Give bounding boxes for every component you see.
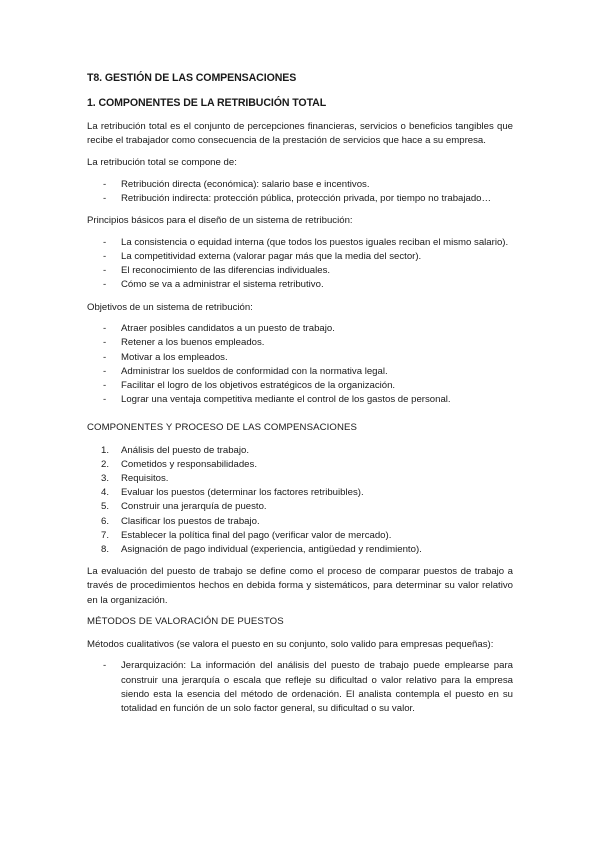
list-item [87, 444, 513, 458]
list-item: - Jerarquización: La información del análisis del puesto de trabajo puede emplearse para construir una jerarquía o escala que refleje su dificultad o valor relativo para la empresa siendo esta la esencia del método de ordenación. El analista contempla el puesto en su totalidad en función de un solo factor general, su dificultad o su valor. [87, 659, 513, 716]
list-principios [87, 236, 513, 293]
list-number: 4. [101, 487, 110, 499]
list-number: 5. [101, 501, 110, 513]
list-item [87, 472, 513, 486]
paragraph-metodos-cualitativos: Métodos cualitativos (se valora el puesto en su conjunto, solo valido para empresas pequeñas): [87, 638, 494, 650]
list-item-text: Clasificar los puestos de trabajo. [121, 515, 260, 527]
list-item-text: Análisis del puesto de trabajo. [121, 444, 249, 456]
paragraph-evaluacion: La evaluación del puesto de trabajo se define como el proceso de comparar puestos de trabajo a través de procedimientos hechos en debida forma y sistemáticos, para determinar su valor relativo en la organización. [87, 566, 513, 606]
list-componentes [87, 178, 513, 206]
list-proceso [87, 444, 513, 558]
list-item-text: Establecer la política final del pago (verificar valor de mercado). [121, 529, 392, 541]
list-item [87, 486, 513, 500]
list-item [87, 543, 513, 557]
list-objetivos [87, 322, 513, 407]
list-item-text: Requisitos. [121, 473, 169, 485]
list-item: - La competitividad externa (valorar pagar más que la media del sector). [87, 250, 513, 264]
list-metodos [87, 659, 513, 716]
list-item: - El reconocimiento de las diferencias individuales. [87, 264, 513, 278]
list-number: 2. [101, 458, 110, 470]
list-number: 3. [101, 473, 110, 485]
list-number: 6. [101, 515, 110, 527]
list-item: - Facilitar el logro de los objetivos estratégicos de la organización. [87, 379, 513, 393]
list-item-text: Asignación de pago individual (experiencia, antigüedad y rendimiento). [121, 544, 422, 556]
paragraph-definicion: La retribución total es el conjunto de percepciones financieras, servicios o beneficios tangibles que recibe el trabajador como consecuencia de la prestación de servicios que hace a su empresa. [87, 121, 513, 147]
list-item-text: Evaluar los puestos (determinar los factores retribuibles). [121, 487, 364, 499]
list-item [87, 500, 513, 514]
paragraph-principios: Principios básicos para el diseño de un sistema de retribución: [87, 215, 353, 227]
list-item: - Atraer posibles candidatos a un puesto de trabajo. [87, 322, 513, 336]
list-item: - Retener a los buenos empleados. [87, 336, 513, 350]
list-item: - Retribución indirecta: protección pública, protección privada, por tiempo no trabajado… [87, 192, 513, 206]
document-title: T8. GESTIÓN DE LAS COMPENSACIONES [87, 72, 297, 84]
list-item: - Cómo se va a administrar el sistema retributivo. [87, 278, 513, 292]
list-item [87, 515, 513, 529]
section-title-proceso: COMPONENTES Y PROCESO DE LAS COMPENSACIONES [87, 422, 357, 434]
list-item [87, 458, 513, 472]
list-number: 8. [101, 544, 110, 556]
list-item: - Administrar los sueldos de conformidad con la normativa legal. [87, 365, 513, 379]
paragraph-objetivos: Objetivos de un sistema de retribución: [87, 301, 253, 313]
list-item [87, 529, 513, 543]
paragraph-compone: La retribución total se compone de: [87, 156, 237, 168]
section-heading-retribucion-total: 1. COMPONENTES DE LA RETRIBUCIÓN TOTAL [87, 97, 327, 109]
list-number: 1. [101, 444, 110, 456]
list-item: - Motivar a los empleados. [87, 351, 513, 365]
list-item: - La consistencia o equidad interna (que todos los puestos iguales reciban el mismo salario). [87, 236, 513, 250]
list-number: 7. [101, 529, 110, 541]
list-item-text: Cometidos y responsabilidades. [121, 458, 257, 470]
section-title-metodos: MÉTODOS DE VALORACIÓN DE PUESTOS [87, 616, 284, 628]
list-item: - Lograr una ventaja competitiva mediante el control de los gastos de personal. [87, 393, 513, 407]
list-item: - Retribución directa (económica): salario base e incentivos. [87, 178, 513, 192]
list-item-text: Construir una jerarquía de puesto. [121, 501, 267, 513]
